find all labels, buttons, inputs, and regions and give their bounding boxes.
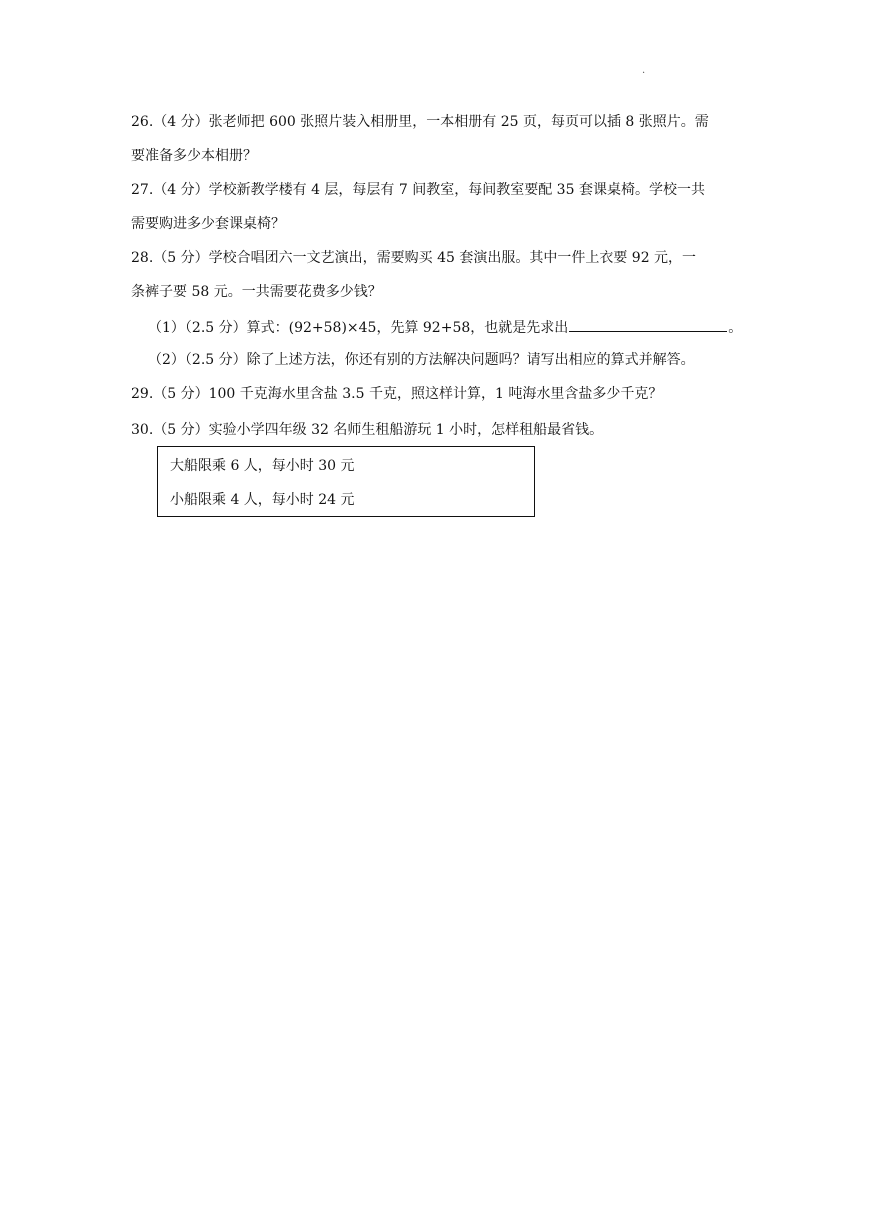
question-28-line-1: 28.（5 分）学校合唱团六一文艺演出，需要购买 45 套演出服。其中一件上衣要 92 元，一 xyxy=(131,250,697,266)
question-28-line-2: 条裤子要 58 元。一共需要花费多少钱？ xyxy=(131,284,382,300)
answer-blank[interactable] xyxy=(569,316,727,332)
boat-info-box xyxy=(157,446,535,517)
page-marker-dot: . xyxy=(642,65,646,76)
question-28-sub-1-end: 。 xyxy=(728,320,743,336)
question-26-line-1: 26.（4 分）张老师把 600 张照片装入相册里，一本相册有 25 页，每页可以插 8 张照片。需 xyxy=(131,114,709,130)
question-28-sub-2: （2）（2.5 分）除了上述方法，你还有别的方法解决问题吗？请写出相应的算式并解答。 xyxy=(148,352,695,368)
question-27-line-1: 27.（4 分）学校新教学楼有 4 层，每层有 7 间教室，每间教室要配 35 套课桌椅。学校一共 xyxy=(131,182,705,198)
small-boat-info: 小船限乘 4 人，每小时 24 元 xyxy=(170,492,355,508)
big-boat-info: 大船限乘 6 人，每小时 30 元 xyxy=(170,458,355,474)
question-29-line-1: 29.（5 分）100 千克海水里含盐 3.5 千克，照这样计算，1 吨海水里含盐多少千克？ xyxy=(131,386,663,402)
question-30-line-1: 30.（5 分）实验小学四年级 32 名师生租船游玩 1 小时，怎样租船最省钱。 xyxy=(131,422,604,438)
question-27-line-2: 需要购进多少套课桌椅？ xyxy=(131,216,285,232)
question-26-line-2: 要准备多少本相册？ xyxy=(131,148,257,164)
question-28-sub-1 xyxy=(148,316,742,338)
question-28-sub-1-text: （1）（2.5 分）算式：(92+58)×45，先算 92+58，也就是先求出 xyxy=(148,320,569,336)
